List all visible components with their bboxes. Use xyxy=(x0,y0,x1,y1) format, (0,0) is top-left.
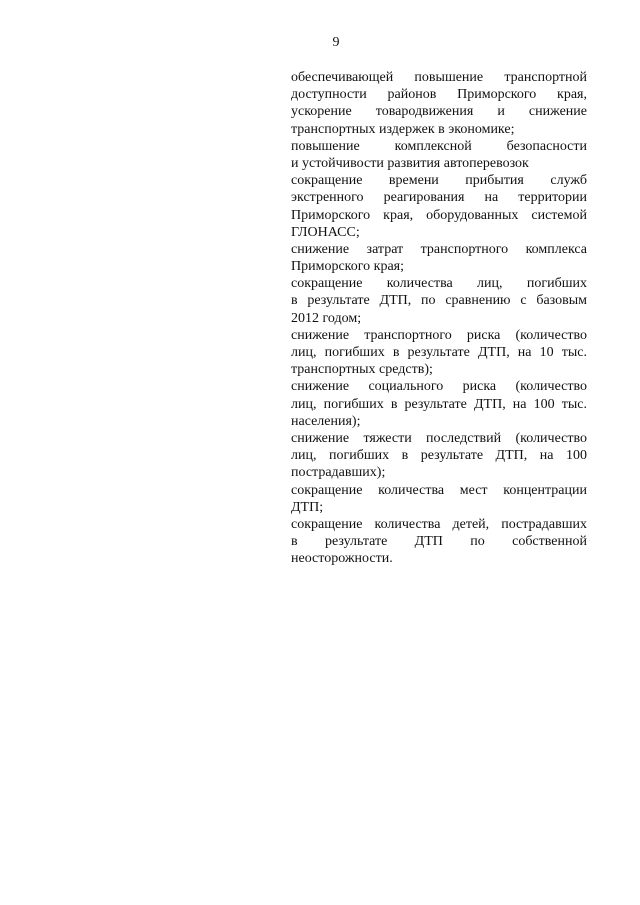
text-line: в результате ДТП, по сравнению с базовым xyxy=(291,293,587,309)
text-line: сокращение времени прибытия служб xyxy=(291,173,587,189)
text-line: лиц, погибших в результате ДТП, на 100 xyxy=(291,448,587,464)
text-line: транспортных издержек в экономике; xyxy=(291,121,515,137)
text-line: экстренного реагирования на территории xyxy=(291,190,587,206)
text-line: лиц, погибших в результате ДТП, на 100 тыс. xyxy=(291,396,587,412)
text-line: сокращение количества детей, пострадавших xyxy=(291,516,587,532)
text-line: ДТП; xyxy=(291,499,324,515)
text-line: неосторожности. xyxy=(291,551,393,567)
text-line: транспортных средств); xyxy=(291,362,433,378)
text-line: и устойчивости развития автоперевозок xyxy=(291,155,529,171)
text-line: 2012 годом; xyxy=(291,310,362,326)
list-item-paragraph xyxy=(291,430,587,482)
list-item-paragraph xyxy=(291,327,587,379)
page-number: 9 xyxy=(332,35,340,50)
list-item-paragraph xyxy=(291,482,587,516)
text-line: сокращение количества лиц, погибших xyxy=(291,276,587,292)
text-line: пострадавших); xyxy=(291,465,386,481)
text-line: в результате ДТП по собственной xyxy=(291,534,587,550)
list-item-paragraph xyxy=(291,172,587,241)
text-line: Приморского края; xyxy=(291,259,405,275)
list-item-paragraph xyxy=(291,241,587,275)
list-item-paragraph xyxy=(291,275,587,327)
text-line: снижение социального риска (количество xyxy=(291,379,587,395)
text-line: повышение комплексной безопасности xyxy=(291,138,587,154)
text-line: снижение тяжести последствий (количество xyxy=(291,430,587,446)
text-line: снижение транспортного риска (количество xyxy=(291,327,587,343)
list-item-paragraph xyxy=(291,378,587,430)
list-item-paragraph xyxy=(291,138,587,172)
text-line: населения); xyxy=(291,413,361,429)
text-line: ускорение товародвижения и снижение xyxy=(291,104,587,120)
list-item-paragraph xyxy=(291,69,587,138)
text-line: Приморского края, оборудованных системой xyxy=(291,207,587,223)
text-line: обеспечивающей повышение транспортной xyxy=(291,70,587,85)
text-line: снижение затрат транспортного комплекса xyxy=(291,241,587,257)
text-line: ГЛОНАСС; xyxy=(291,224,360,240)
document-text-body xyxy=(291,69,587,567)
list-item-paragraph xyxy=(291,516,587,568)
text-line: лиц, погибших в результате ДТП, на 10 тыс. xyxy=(291,345,587,360)
text-line: сокращение количества мест концентрации xyxy=(291,482,587,498)
text-line: доступности районов Приморского края, xyxy=(291,87,587,103)
